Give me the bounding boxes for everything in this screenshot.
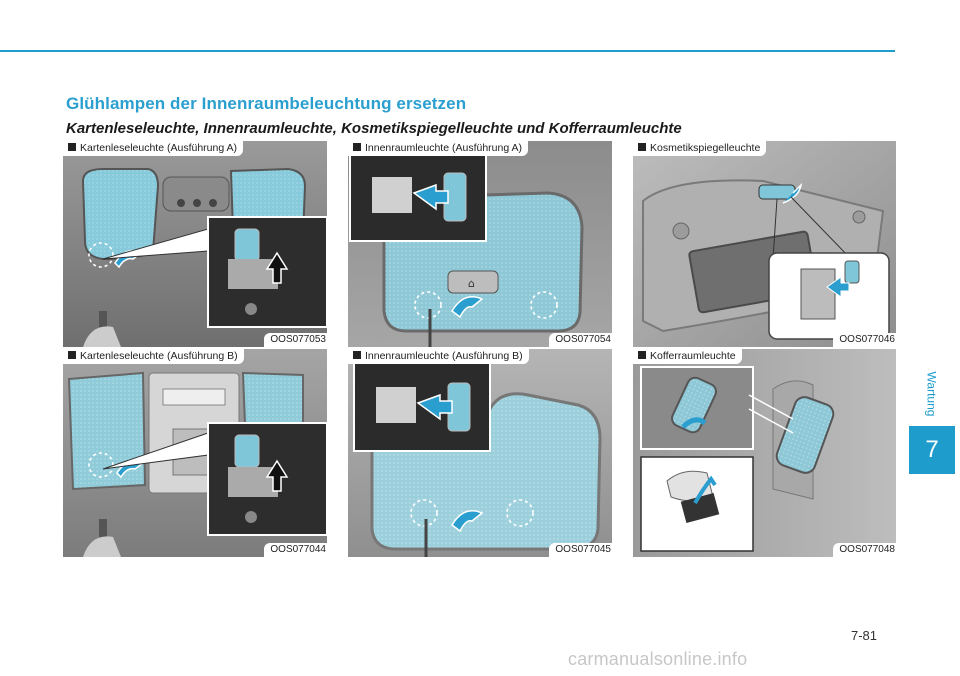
figure-caption-text: Kofferraumleuchte [650,350,736,362]
figure-caption-text: Kartenleseleuchte (Ausführung A) [80,142,238,154]
figure-caption-text: Kosmetikspiegelleuchte [650,142,761,154]
caption-bullet-icon [638,143,646,151]
sub-heading: Kartenleseleuchte, Innenraumleuchte, Kosmetikspiegelleuchte und Kofferraumleuchte [66,120,682,137]
figure-caption-text: Kartenleseleuchte (Ausführung B) [80,350,238,362]
room-lamp-a-illustration [348,141,612,347]
top-rule [0,50,895,52]
vanity-mirror-lamp-illustration [633,141,896,347]
map-lamp-b-illustration [63,349,327,557]
figure-code: OOS077046 [833,333,896,347]
figure-code: OOS077053 [264,333,327,347]
chapter-side-label [918,364,944,424]
figure-code: OOS077045 [549,543,612,557]
figure-luggage-lamp [633,349,896,557]
figure-caption [348,349,529,364]
figure-caption-text: Innenraumleuchte (Ausführung B) [365,350,523,362]
figure-map-lamp-b [63,349,327,557]
figure-caption-text: Innenraumleuchte (Ausführung A) [365,142,523,154]
caption-bullet-icon [68,351,76,359]
watermark: carmanualsonline.info [568,649,748,669]
figure-code: OOS077044 [264,543,327,557]
figure-code: OOS077048 [833,543,896,557]
figure-caption [63,141,243,156]
caption-bullet-icon [68,143,76,151]
page-number: 7-81 [851,628,878,643]
caption-bullet-icon [353,143,361,151]
caption-bullet-icon [353,351,361,359]
caption-bullet-icon [638,351,646,359]
figure-map-lamp-a [63,141,327,347]
figure-caption [633,141,766,156]
chapter-side-label-text: Wartung [924,371,938,417]
section-heading: Glühlampen der Innenraumbeleuchtung ersetzen [66,94,467,113]
figure-caption [63,349,244,364]
map-lamp-a-illustration [63,141,327,347]
figure-code: OOS077054 [549,333,612,347]
figure-caption [348,141,528,156]
chapter-number-tab[interactable]: 7 [909,426,955,474]
figure-room-lamp-a [348,141,612,347]
figure-caption [633,349,742,364]
svg-text:⌂: ⌂ [468,277,475,290]
figure-room-lamp-b [348,349,612,557]
luggage-lamp-illustration [633,349,896,557]
figure-vanity-mirror-lamp [633,141,896,347]
room-lamp-b-illustration [348,349,612,557]
